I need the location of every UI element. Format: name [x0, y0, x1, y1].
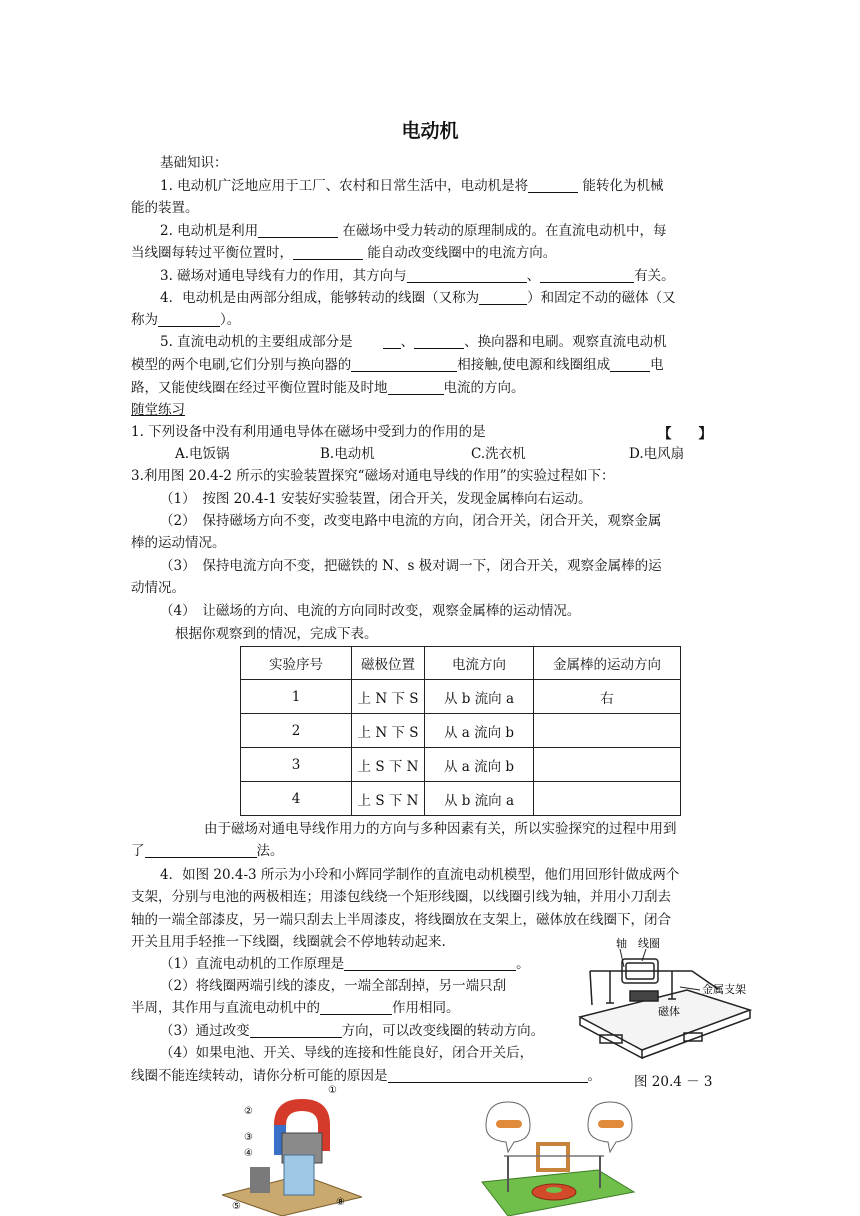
- dc-motor-illustration: [222, 1085, 362, 1216]
- practice-heading: 随堂练习: [131, 402, 185, 418]
- motor-label-8: ⑧: [336, 1197, 345, 1208]
- page-title: 电动机: [401, 120, 459, 142]
- answer-bracket: 【 】: [658, 426, 712, 442]
- table-cell: 右: [534, 680, 681, 714]
- q4b-line1: 4．如图 20.4-3 所示为小玲和小辉同学制作的直流电动机模型，他们用回形针做成两个: [160, 867, 680, 883]
- q3b-step2-line2: 棒的运动情况。: [131, 535, 226, 551]
- table-cell: 3: [241, 748, 352, 782]
- bracket-label: 金属支架: [702, 983, 746, 996]
- q3b-instruction: 根据你观察到的情况，完成下表。: [175, 626, 378, 642]
- mc1-option-b: B.电动机: [320, 446, 375, 462]
- q1-line1: 1. 电动机广泛地应用于工厂、农村和日常生活中，电动机是将 能转化为机械: [160, 178, 664, 194]
- table-cell: 4: [241, 782, 352, 816]
- table-cell: 上 N 下 S: [352, 714, 425, 748]
- table-cell: 上 S 下 N: [352, 782, 425, 816]
- table-cell: 2: [241, 714, 352, 748]
- table-cell: 从 b 流向 a: [425, 782, 534, 816]
- q4b-part3: （3）通过改变 方向，可以改变线圈的转动方向。: [160, 1023, 545, 1039]
- conclusion-line1: 由于磁场对通电导线作用力的方向与多种因素有关，所以实验探究的过程中用到: [204, 821, 677, 837]
- q4b-part2-line1: （2）将线圈两端引线的漆皮，一端全部刮掉，另一端只刮: [160, 978, 507, 994]
- q4b-part4-line2: 线圈不能连续转动，请你分析可能的原因是 。: [131, 1068, 601, 1084]
- table-header: 实验序号: [241, 647, 352, 680]
- table-header: 磁极位置: [352, 647, 425, 680]
- experiment-table: [240, 646, 681, 816]
- motor-label-3: ③: [244, 1132, 253, 1143]
- table-cell: [534, 782, 681, 816]
- q5-line2: 模型的两个电刷,它们分别与换向器的 相接触,使电源和线圈组成 电: [131, 357, 664, 373]
- motor-label-4: ④: [244, 1148, 253, 1159]
- q4b-line3: 轴的一端全部漆皮，另一端只刮去上半周漆皮，将线圈放在支架上，磁体放在线圈下，闭合: [131, 912, 671, 928]
- q3b-step4: （4） 让磁场的方向、电流的方向同时改变，观察金属棒的运动情况。: [160, 603, 581, 619]
- q3b-intro: 3.利用图 20.4-2 所示的实验装置探究“磁场对通电导线的作用”的实验过程如下：: [131, 468, 615, 484]
- q2-line2: 当线圈每转过平衡位置时， 能自动改变线圈中的电流方向。: [131, 245, 557, 261]
- coil-label: 线圈: [638, 937, 660, 950]
- q5-line1: 5. 直流电动机的主要组成部分是 、 、换向器和电刷。观察直流电动机: [160, 334, 667, 350]
- conclusion-line2: 了 法。: [131, 843, 284, 859]
- axis-label: 轴: [616, 937, 627, 950]
- table-cell: [534, 714, 681, 748]
- table-header: 电流方向: [425, 647, 534, 680]
- table-row: [241, 714, 681, 748]
- table-cell: 从 b 流向 a: [425, 680, 534, 714]
- q5-line3: 路，又能使线圈在经过平衡位置时能及时地 电流的方向。: [131, 380, 525, 396]
- q4b-part1: （1）直流电动机的工作原理是 。: [160, 956, 530, 972]
- motor-label-5: ⑤: [232, 1201, 241, 1212]
- motor-label-1: ①: [328, 1085, 337, 1096]
- magnet-label: 磁体: [658, 1005, 680, 1018]
- q4-line2: 称为 ）。: [131, 312, 241, 328]
- q4-line1: 4．电动机是由两部分组成，能够转动的线圈（又称为 ）和固定不动的磁体（又: [160, 290, 676, 306]
- q1-line2: 能的装置。: [131, 200, 199, 216]
- q3b-step3-line2: 动情况。: [131, 580, 185, 596]
- q4b-part4-line1: （4）如果电池、开关、导线的连接和性能良好，闭合开关后，: [160, 1045, 534, 1061]
- table-header: 金属棒的运动方向: [534, 647, 681, 680]
- q4b-part2-line2: 半周，其作用与直流电动机中的 作用相同。: [131, 1000, 460, 1016]
- table-cell: 从 a 流向 b: [425, 714, 534, 748]
- table-cell: 1: [241, 680, 352, 714]
- motor-label-2: ②: [244, 1106, 253, 1117]
- table-cell: 从 a 流向 b: [425, 748, 534, 782]
- q3b-step3-line1: （3） 保持电流方向不变，把磁铁的 N、s 极对调一下，闭合开关，观察金属棒的运: [160, 558, 662, 574]
- table-header-row: [241, 647, 681, 680]
- q2-line1: 2. 电动机是利用 在磁场中受力转动的原理制成的。在直流电动机中，每: [160, 223, 667, 239]
- table-cell: 上 S 下 N: [352, 748, 425, 782]
- mc1-stem: 1. 下列设备中没有利用通电导体在磁场中受到力的作用的是: [131, 424, 486, 440]
- basics-heading: 基础知识：: [160, 155, 228, 171]
- q3b-step2-line1: （2） 保持磁场方向不变，改变电路中电流的方向，闭合开关，闭合开关，观察金属: [160, 513, 662, 529]
- table-cell: [534, 748, 681, 782]
- coil-magnet-illustration: [478, 1096, 636, 1216]
- q3-line: 3. 磁场对通电导线有力的作用，其方向与 、 有关。: [160, 268, 675, 284]
- motor-model-figure: [572, 935, 757, 1063]
- q4b-line2: 支架，分别与电池的两极相连；用漆包线绕一个矩形线圈，以线圈引线为轴，并用小刀刮去: [131, 889, 671, 905]
- q3b-step1: （1） 按图 20.4-1 安装好实验装置，闭合开关，发现金属棒向右运动。: [160, 491, 592, 507]
- mc1-option-d: D.电风扇: [629, 446, 685, 462]
- mc1-option-c: C.洗衣机: [471, 446, 526, 462]
- q4b-line4: 开关且用手轻推一下线圈，线圈就会不停地转动起来.: [131, 934, 446, 950]
- mc1-option-a: A.电饭锅: [175, 446, 230, 462]
- table-row: [241, 748, 681, 782]
- table-row: [241, 680, 681, 714]
- figure-caption: 图 20.4 － 3: [634, 1074, 713, 1090]
- table-row: [241, 782, 681, 816]
- table-cell: 上 N 下 S: [352, 680, 425, 714]
